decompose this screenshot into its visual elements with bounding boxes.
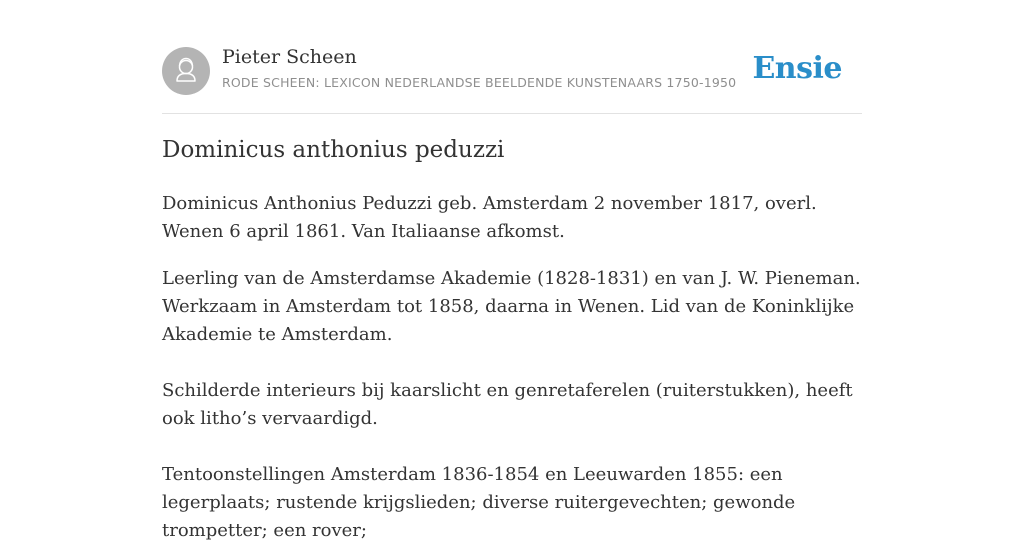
source-label: RODE SCHEEN: LEXICON NEDERLANDSE BEELDENDE KUNSTENAARS 1750-1950 xyxy=(222,75,737,90)
ensie-logo[interactable]: Ensie xyxy=(752,51,842,86)
author-name[interactable]: Pieter Scheen xyxy=(222,46,357,68)
article-title: Dominicus anthonius peduzzi xyxy=(162,137,505,163)
avatar[interactable] xyxy=(162,47,210,95)
header xyxy=(162,0,862,114)
article-paragraph-3: Schilderde interieurs bij kaarslicht en genretaferelen (ruiterstukken), heeft ook litho’s vervaardigd. xyxy=(162,380,853,429)
article-paragraph-1: Dominicus Anthonius Peduzzi geb. Amsterdam 2 november 1817, overl. Wenen 6 april 1861. Van Italiaanse afkomst. xyxy=(162,193,817,242)
user-icon xyxy=(162,47,210,95)
article-paragraph-4: Tentoonstellingen Amsterdam 1836-1854 en Leeuwarden 1855: een legerplaats; rustende krijgslieden; diverse ruitergevechten; gewonde trompetter; een rover; xyxy=(162,464,796,541)
page-container xyxy=(162,0,862,541)
article-paragraph-2: Leerling van de Amsterdamse Akademie (1828-1831) en van J. W. Pieneman. Werkzaam in Amsterdam tot 1858, daarna in Wenen. Lid van de Koninklijke Akademie te Amsterdam. xyxy=(162,268,861,345)
